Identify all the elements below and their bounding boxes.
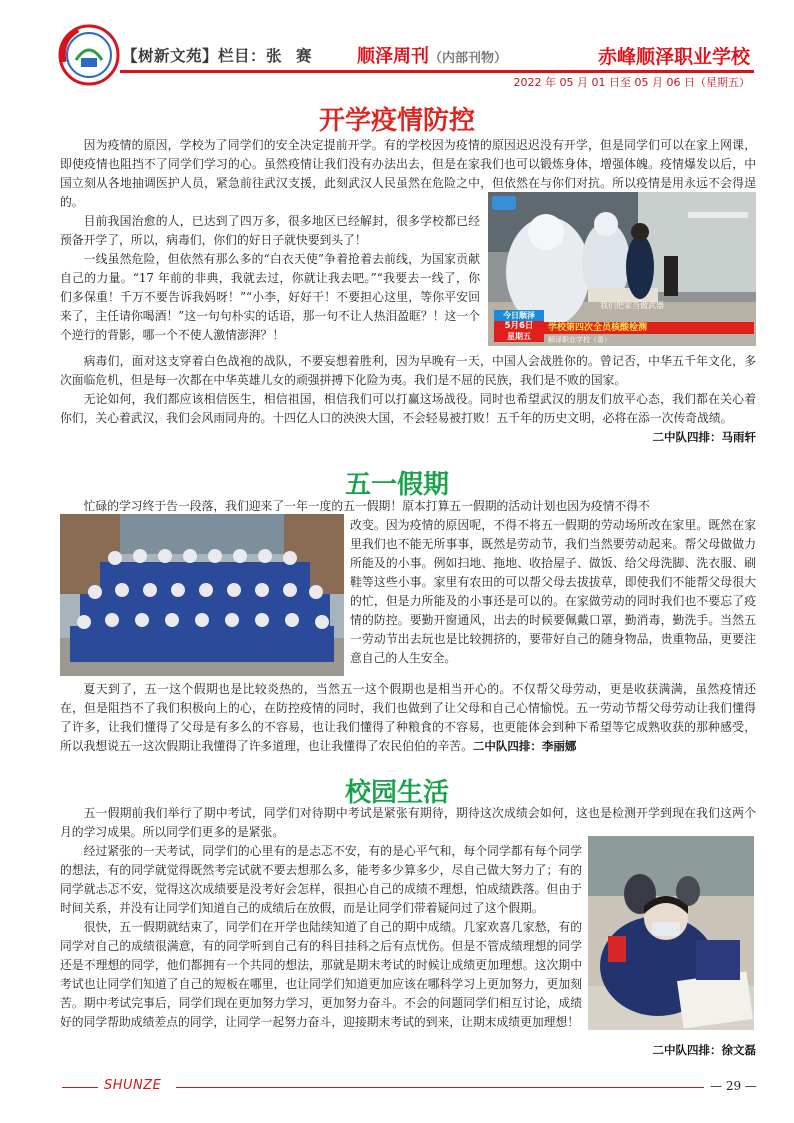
section2-bottom: 夏天到了，五一这个假期也是比较炎热的，当然五一这个假期也是相当开心的。不仅帮父母劳动，更是收获满满，虽然疫情还在，但是阻挡不了我们积极向上的心，在防控疫情的同时，我们也做到了让父母和自己心情愉悦。五一劳动节帮父母劳动让我们懂得了许多，让我们懂得了父母是有多么的不容易，也让我们懂得了种粮食的不容易，也更能体会到种下希望等它成熟收获的那种感受，所以我想说五一这次假期让我懂得了许多道理，也让我懂得了农民伯伯的辛苦。二中队四排：李丽娜: [60, 682, 756, 753]
section3-signature-line: [60, 1041, 756, 1060]
school-name: 赤峰顺泽职业学校: [597, 46, 750, 68]
photo-caption-bar: [544, 322, 754, 334]
section2-paragraph-1-cont: 改变。因为疫情的原因呢，不得不将五一假期的劳动场所改在家里。既然在家里我们也不能无所事事，既然是劳动节，我们当然要劳动起来。帮父母做做力所能及的小事。例如扫地、拖地、收拾屋子、做饭、给父母洗脚、洗衣服、刷鞋等这些小事。家里有农田的可以帮父母去拔拔草，即使我们不能帮父母很大的忙，但是力所能及的小事还是可以的。在家做劳动的同时我们也不要忘了疫情的防控。要勤开窗通风，出去的时候要佩戴口罩，勤消毒，勤洗手。当然五一劳动节出去玩也是比较拥挤的，要带好自己的随身物品，贵重物品，更要注意自己的人生安全。: [350, 518, 756, 665]
photo-caption: 学校第四次全员核酸检测: [548, 323, 648, 333]
section3-intro: 五一假期前我们举行了期中考试，同学们对待期中考试是紧张有期待，期待这次成绩会如何，这也是检测开学到现在我们这两个月的学习成果。所以同学们更多的是紧张。: [60, 806, 756, 839]
section2-first-line: [60, 497, 756, 516]
photo-badge-weekday: 星期五: [494, 332, 544, 342]
section1-bottom: 病毒们，面对这支穿着白色战袍的战队，不要妄想着胜利，因为早晚有一天，中国人会战胜你的。曾记否，中华五千年文化，多次面临危机，但是每一次都在中华英雄儿女的顽强拼搏下化险为夷。我们是不屈的民族，我们是不败的国家。 无论如何，我们都应该相信医生，相信祖国，相信我们可以打赢这场战役。同时也希望武汉的朋友们放平心态，我们都在关心着你们，关心着武汉，我们会风雨同舟的。十四亿人口的泱泱大国，不会轻易被打败！五千年的历史文明，必将在添一次传奇战绩。 二中队四排：马雨轩: [60, 354, 756, 444]
column-label: 【树新文苑】栏目：张 赛: [122, 47, 313, 65]
section3-left-column: 经过紧张的一天考试，同学们的心里有的是忐忑不安，有的是心平气和，每个同学都有每个同学的想法，有的同学就觉得既然考完试就不要去想那么多，能考多少算多少，尽自己做大努力了；有的同学就忐忑不安，觉得这次成绩要是没考好会怎样，很担心自己的成绩不理想，怕成绩跌落。但由于时间关系，并没有让同学们知道自己的成绩后在放假，而是让同学们带着疑问过了这个假期。 很快，五一假期就结束了，同学们在开学也陆续知道了自己的期中成绩。几家欢喜几家愁，有的同学对自己的成绩很满意，有的同学听到自己有的科目挂科之后有点忧伤。但是不管成绩理想的同学还是不理想的同学，他们都拥有一个共同的想法，那就是期末考试的时候让成绩更加理想。这次期中考试也让同学们知道了自己的短板在哪里，也让同学们知道更加应该在哪科学习上更加努力，更加刻苦。期中考试完事后，同学们现在更加努力学习，更加努力奋斗。不会的问题同学们相互讨论，成绩好的同学帮助成绩差点的同学，让同学一起努力奋斗，迎接期末考试的到来，让期末成绩更加理想！: [60, 844, 582, 1029]
exam-student-photo: [588, 836, 754, 1030]
section2-right-column: [350, 516, 756, 668]
class-group-photo: [60, 514, 344, 676]
photo-badge: [494, 310, 544, 342]
nucleic-acid-test-photo: [488, 192, 756, 346]
photo-badge-title: 今日顺泽: [494, 310, 544, 321]
section-title-campus: 校园生活: [344, 778, 449, 808]
section3-signature: 二中队四排：徐文磊: [652, 1043, 756, 1057]
footer-rule-left: [62, 1087, 98, 1088]
photo-badge-date: 5月6日: [494, 321, 544, 332]
publication-name: 顺泽周刊（内部刊物）: [357, 46, 508, 67]
section1-signature: 二中队四排：马雨轩: [652, 430, 756, 444]
section2-signature: 二中队四排：李丽娜: [472, 739, 577, 753]
issue-date: 2022 年 05 月 01 日至 05 月 06 日（星期五）: [513, 76, 750, 89]
footer-brand: SHUNZE: [104, 1078, 162, 1093]
publication-subtitle: （内部刊物）: [429, 51, 508, 66]
section1-left-column: 目前我国治愈的人，已达到了四万多，很多地区已经解封，很多学校都已经预备开学了，所以，病毒们，你们的好日子就快要到头了！ 一线虽然危险，但依然有那么多的“白衣天使”争着抢着去前线，为国家贡献自己的力量。“17 年前的非典，我就去过，你就让我去吧。”“我要去一线了，你们多保重！千万不要告诉我妈呀！”“小李，好好干！不要担心这里，等你平安回来了，主任请你喝酒！”这一句句朴实的话语，那一句不让人热泪盈眶？！这一个个逆行的背影，哪一个不使人激情澎湃？！: [60, 214, 480, 342]
photo-reporter-caption: 我们把家当做武器: [600, 301, 664, 310]
school-logo: [56, 22, 122, 88]
footer-rule-right: [176, 1087, 704, 1088]
section-title-holiday: 五一假期: [344, 470, 449, 500]
photo-sub-caption: 顺泽职业学校（番）: [548, 336, 611, 344]
header-rule: [120, 70, 754, 73]
section1-intro: 因为疫情的原因，学校为了同学们的安全决定提前开学。有的学校因为疫情的原因迟迟没有开学，但是同学们可以在家上网课，即使疫情也阻挡不了同学们学习的心。虽然疫情让我们没有办法出去，但是在家我们也可以锻炼身体，增强体魄。疫情爆发以后，中国立刻从各地抽调医护人员，紧急前往武汉支援，此刻武汉人民虽然在危险之中，但依然在与你们对抗。所以疫情是用永远不会得逞的。: [60, 138, 756, 209]
page-number: — 29 —: [710, 1079, 757, 1093]
section-title-epidemic: 开学疫情防控: [318, 106, 475, 136]
section2-paragraph-1: 忙碌的学习终于告一段落，我们迎来了一年一度的五一假期！原本打算五一假期的活动计划也因为疫情不得不: [83, 499, 650, 513]
